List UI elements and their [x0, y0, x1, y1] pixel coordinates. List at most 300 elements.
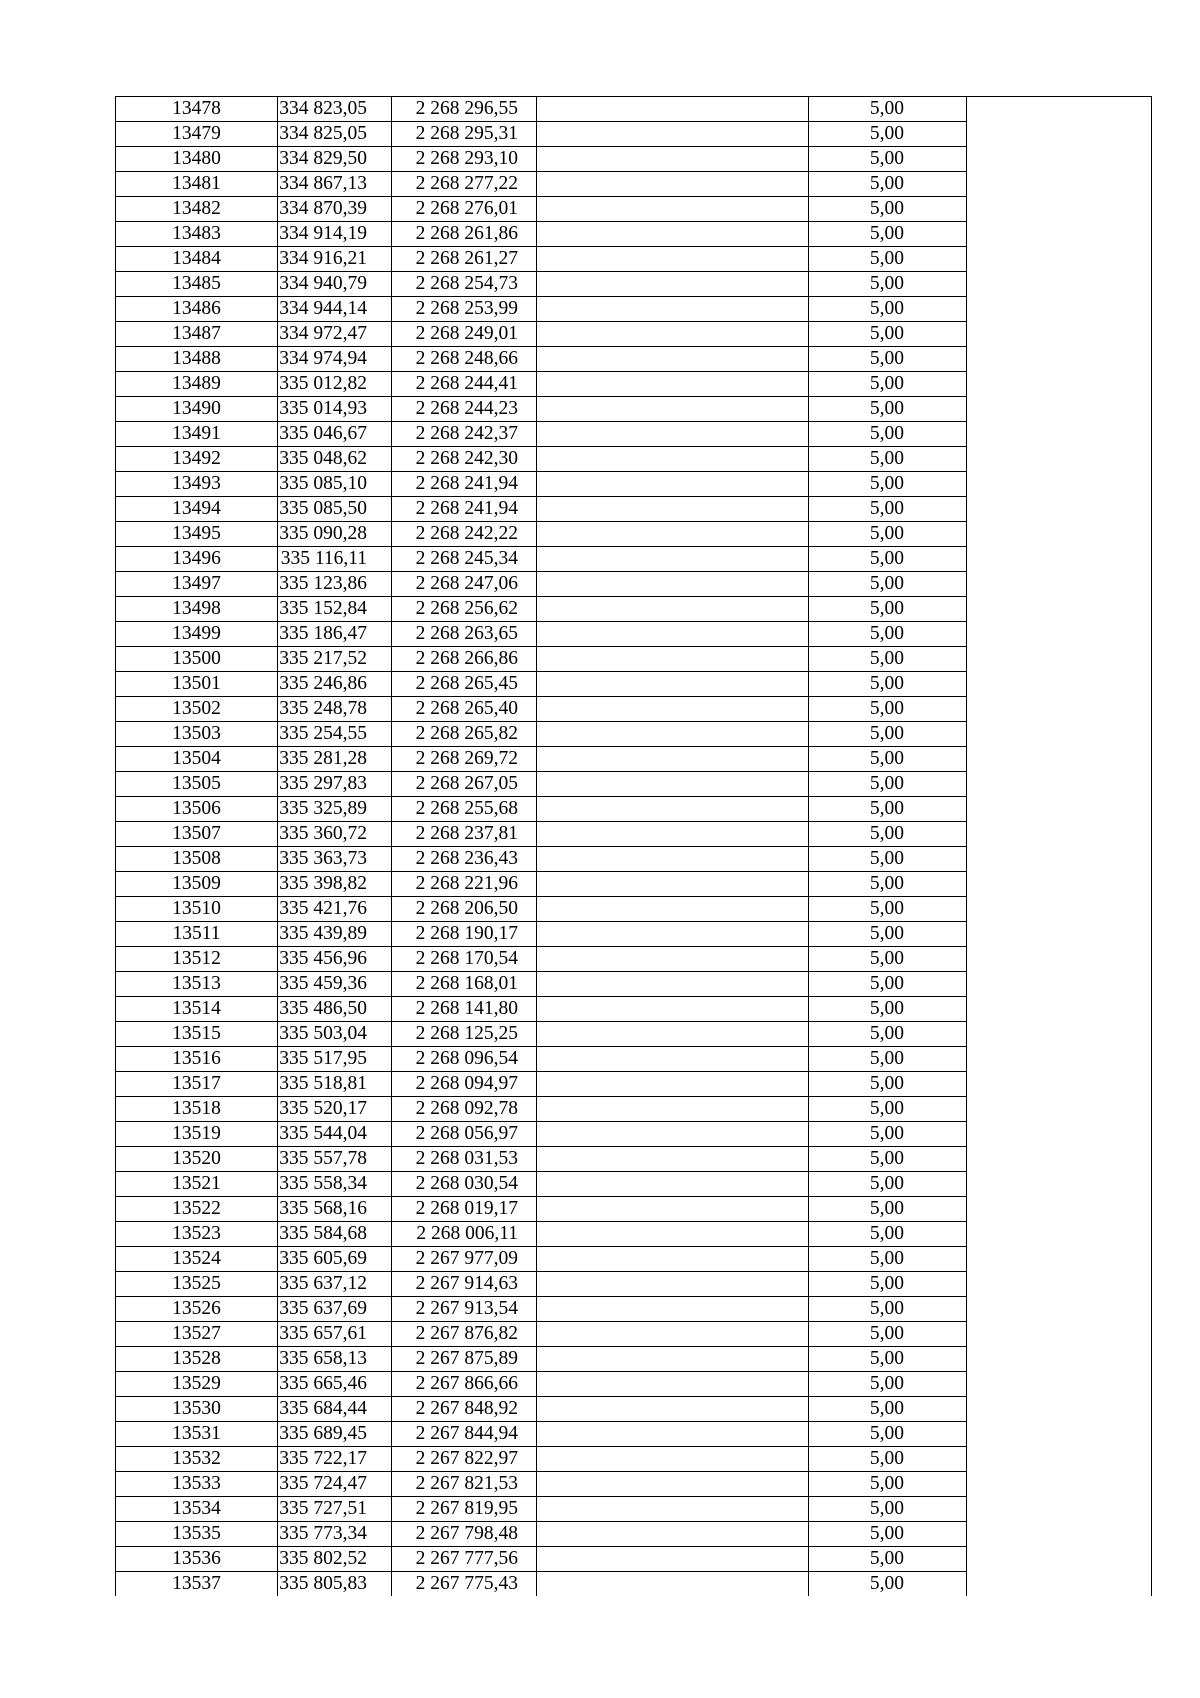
- table-row: [116, 1122, 1152, 1147]
- value-cell: 5,00: [809, 997, 967, 1022]
- x-coordinate-cell: 335 116,11: [278, 547, 392, 572]
- value-cell: 5,00: [809, 497, 967, 522]
- value-cell: 5,00: [809, 697, 967, 722]
- blank-cell: [967, 1097, 1152, 1122]
- value-cell: 5,00: [809, 1472, 967, 1497]
- blank-cell: [967, 1447, 1152, 1472]
- x-coordinate-cell: 334 867,13: [278, 172, 392, 197]
- value-cell: 5,00: [809, 322, 967, 347]
- table-row: [116, 222, 1152, 247]
- blank-cell: [967, 922, 1152, 947]
- point-number-cell: 13536: [116, 1547, 278, 1572]
- y-coordinate-cell: 2 268 269,72: [392, 747, 537, 772]
- blank-cell: [537, 722, 809, 747]
- table-row: [116, 1047, 1152, 1072]
- point-number-cell: 13502: [116, 697, 278, 722]
- x-coordinate-cell: 335 123,86: [278, 572, 392, 597]
- y-coordinate-cell: 2 268 276,01: [392, 197, 537, 222]
- blank-cell: [537, 197, 809, 222]
- blank-cell: [537, 647, 809, 672]
- blank-cell: [967, 697, 1152, 722]
- point-number-cell: 13506: [116, 797, 278, 822]
- x-coordinate-cell: 335 398,82: [278, 872, 392, 897]
- blank-cell: [537, 472, 809, 497]
- value-cell: 5,00: [809, 847, 967, 872]
- blank-cell: [537, 1347, 809, 1372]
- blank-cell: [967, 1172, 1152, 1197]
- value-cell: 5,00: [809, 797, 967, 822]
- blank-cell: [967, 272, 1152, 297]
- x-coordinate-cell: 335 503,04: [278, 1022, 392, 1047]
- table-row: [116, 747, 1152, 772]
- x-coordinate-cell: 335 605,69: [278, 1247, 392, 1272]
- point-number-cell: 13537: [116, 1572, 278, 1597]
- point-number-cell: 13481: [116, 172, 278, 197]
- point-number-cell: 13497: [116, 572, 278, 597]
- point-number-cell: 13532: [116, 1447, 278, 1472]
- point-number-cell: 13519: [116, 1122, 278, 1147]
- value-cell: 5,00: [809, 422, 967, 447]
- blank-cell: [537, 1147, 809, 1172]
- table-row: [116, 422, 1152, 447]
- value-cell: 5,00: [809, 1372, 967, 1397]
- blank-cell: [537, 797, 809, 822]
- y-coordinate-cell: 2 267 821,53: [392, 1472, 537, 1497]
- value-cell: 5,00: [809, 1072, 967, 1097]
- x-coordinate-cell: 335 557,78: [278, 1147, 392, 1172]
- blank-cell: [967, 1347, 1152, 1372]
- table-row: [116, 847, 1152, 872]
- x-coordinate-cell: 335 456,96: [278, 947, 392, 972]
- x-coordinate-cell: 334 914,19: [278, 222, 392, 247]
- blank-cell: [537, 1522, 809, 1547]
- table-row: [116, 772, 1152, 797]
- point-number-cell: 13500: [116, 647, 278, 672]
- point-number-cell: 13514: [116, 997, 278, 1022]
- x-coordinate-cell: 335 186,47: [278, 622, 392, 647]
- point-number-cell: 13491: [116, 422, 278, 447]
- point-number-cell: 13531: [116, 1422, 278, 1447]
- x-coordinate-cell: 335 517,95: [278, 1047, 392, 1072]
- blank-cell: [967, 1547, 1152, 1572]
- blank-cell: [967, 1047, 1152, 1072]
- point-number-cell: 13511: [116, 922, 278, 947]
- table-row: [116, 1347, 1152, 1372]
- blank-cell: [537, 422, 809, 447]
- blank-cell: [967, 222, 1152, 247]
- value-cell: 5,00: [809, 1572, 967, 1597]
- x-coordinate-cell: 335 722,17: [278, 1447, 392, 1472]
- x-coordinate-cell: 335 248,78: [278, 697, 392, 722]
- x-coordinate-cell: 335 046,67: [278, 422, 392, 447]
- point-number-cell: 13516: [116, 1047, 278, 1072]
- x-coordinate-cell: 335 325,89: [278, 797, 392, 822]
- point-number-cell: 13517: [116, 1072, 278, 1097]
- blank-cell: [967, 1197, 1152, 1222]
- x-coordinate-cell: 335 802,52: [278, 1547, 392, 1572]
- point-number-cell: 13525: [116, 1272, 278, 1297]
- blank-cell: [537, 572, 809, 597]
- blank-cell: [967, 1322, 1152, 1347]
- x-coordinate-cell: 334 823,05: [278, 97, 392, 122]
- y-coordinate-cell: 2 268 265,40: [392, 697, 537, 722]
- y-coordinate-cell: 2 268 030,54: [392, 1172, 537, 1197]
- y-coordinate-cell: 2 267 913,54: [392, 1297, 537, 1322]
- blank-cell: [967, 497, 1152, 522]
- blank-cell: [967, 947, 1152, 972]
- blank-cell: [537, 1197, 809, 1222]
- x-coordinate-cell: 335 297,83: [278, 772, 392, 797]
- table-row: [116, 1222, 1152, 1247]
- x-coordinate-cell: 334 944,14: [278, 297, 392, 322]
- table-row: [116, 297, 1152, 322]
- y-coordinate-cell: 2 268 253,99: [392, 297, 537, 322]
- value-cell: 5,00: [809, 1247, 967, 1272]
- point-number-cell: 13503: [116, 722, 278, 747]
- y-coordinate-cell: 2 268 295,31: [392, 122, 537, 147]
- blank-cell: [967, 647, 1152, 672]
- x-coordinate-cell: 335 246,86: [278, 672, 392, 697]
- table-row: [116, 647, 1152, 672]
- x-coordinate-cell: 335 518,81: [278, 1072, 392, 1097]
- blank-cell: [537, 1072, 809, 1097]
- blank-cell: [537, 622, 809, 647]
- table-row: [116, 1072, 1152, 1097]
- table-row: [116, 1247, 1152, 1272]
- x-coordinate-cell: 335 421,76: [278, 897, 392, 922]
- blank-cell: [967, 622, 1152, 647]
- blank-cell: [967, 97, 1152, 122]
- blank-cell: [967, 247, 1152, 272]
- blank-cell: [537, 372, 809, 397]
- table-row: [116, 722, 1152, 747]
- blank-cell: [537, 1297, 809, 1322]
- table-row: [116, 1547, 1152, 1572]
- blank-cell: [967, 522, 1152, 547]
- x-coordinate-cell: 335 637,12: [278, 1272, 392, 1297]
- table-row: [116, 1197, 1152, 1222]
- blank-cell: [967, 1572, 1152, 1597]
- blank-cell: [537, 397, 809, 422]
- y-coordinate-cell: 2 268 265,45: [392, 672, 537, 697]
- y-coordinate-cell: 2 268 094,97: [392, 1072, 537, 1097]
- blank-cell: [537, 897, 809, 922]
- blank-cell: [537, 697, 809, 722]
- x-coordinate-cell: 335 152,84: [278, 597, 392, 622]
- point-number-cell: 13496: [116, 547, 278, 572]
- point-number-cell: 13528: [116, 1347, 278, 1372]
- point-number-cell: 13518: [116, 1097, 278, 1122]
- y-coordinate-cell: 2 268 092,78: [392, 1097, 537, 1122]
- point-number-cell: 13508: [116, 847, 278, 872]
- y-coordinate-cell: 2 268 019,17: [392, 1197, 537, 1222]
- value-cell: 5,00: [809, 1547, 967, 1572]
- value-cell: 5,00: [809, 1322, 967, 1347]
- value-cell: 5,00: [809, 522, 967, 547]
- point-number-cell: 13492: [116, 447, 278, 472]
- y-coordinate-cell: 2 268 293,10: [392, 147, 537, 172]
- blank-cell: [537, 1322, 809, 1347]
- x-coordinate-cell: 334 974,94: [278, 347, 392, 372]
- y-coordinate-cell: 2 268 241,94: [392, 472, 537, 497]
- value-cell: 5,00: [809, 1397, 967, 1422]
- y-coordinate-cell: 2 268 248,66: [392, 347, 537, 372]
- blank-cell: [967, 1272, 1152, 1297]
- y-coordinate-cell: 2 268 245,34: [392, 547, 537, 572]
- x-coordinate-cell: 334 829,50: [278, 147, 392, 172]
- y-coordinate-cell: 2 268 242,30: [392, 447, 537, 472]
- table-row: [116, 1572, 1152, 1597]
- table-row: [116, 322, 1152, 347]
- y-coordinate-cell: 2 268 006,11: [392, 1222, 537, 1247]
- x-coordinate-cell: 335 363,73: [278, 847, 392, 872]
- blank-cell: [967, 372, 1152, 397]
- blank-cell: [967, 1422, 1152, 1447]
- table-row: [116, 672, 1152, 697]
- table-row: [116, 697, 1152, 722]
- point-number-cell: 13486: [116, 297, 278, 322]
- table-row: [116, 1522, 1152, 1547]
- point-number-cell: 13522: [116, 1197, 278, 1222]
- x-coordinate-cell: 334 972,47: [278, 322, 392, 347]
- x-coordinate-cell: 335 657,61: [278, 1322, 392, 1347]
- point-number-cell: 13482: [116, 197, 278, 222]
- blank-cell: [967, 472, 1152, 497]
- x-coordinate-cell: 335 012,82: [278, 372, 392, 397]
- x-coordinate-cell: 335 689,45: [278, 1422, 392, 1447]
- x-coordinate-cell: 334 940,79: [278, 272, 392, 297]
- blank-cell: [537, 247, 809, 272]
- x-coordinate-cell: 335 085,50: [278, 497, 392, 522]
- value-cell: 5,00: [809, 1147, 967, 1172]
- table-row: [116, 1272, 1152, 1297]
- value-cell: 5,00: [809, 822, 967, 847]
- blank-cell: [537, 297, 809, 322]
- x-coordinate-cell: 335 254,55: [278, 722, 392, 747]
- y-coordinate-cell: 2 268 031,53: [392, 1147, 537, 1172]
- value-cell: 5,00: [809, 872, 967, 897]
- point-number-cell: 13483: [116, 222, 278, 247]
- x-coordinate-cell: 335 658,13: [278, 1347, 392, 1372]
- x-coordinate-cell: 335 805,83: [278, 1572, 392, 1597]
- table-row: [116, 997, 1152, 1022]
- y-coordinate-cell: 2 268 056,97: [392, 1122, 537, 1147]
- table-row: [116, 247, 1152, 272]
- point-number-cell: 13534: [116, 1497, 278, 1522]
- value-cell: 5,00: [809, 222, 967, 247]
- table-row: [116, 972, 1152, 997]
- blank-cell: [537, 872, 809, 897]
- point-number-cell: 13527: [116, 1322, 278, 1347]
- table-row: [116, 822, 1152, 847]
- blank-cell: [967, 972, 1152, 997]
- blank-cell: [537, 347, 809, 372]
- blank-cell: [537, 1422, 809, 1447]
- value-cell: 5,00: [809, 672, 967, 697]
- y-coordinate-cell: 2 268 247,06: [392, 572, 537, 597]
- blank-cell: [967, 572, 1152, 597]
- y-coordinate-cell: 2 268 242,22: [392, 522, 537, 547]
- point-number-cell: 13505: [116, 772, 278, 797]
- blank-cell: [967, 597, 1152, 622]
- value-cell: 5,00: [809, 622, 967, 647]
- value-cell: 5,00: [809, 197, 967, 222]
- table-row: [116, 122, 1152, 147]
- point-number-cell: 13521: [116, 1172, 278, 1197]
- table-row: [116, 1497, 1152, 1522]
- y-coordinate-cell: 2 268 277,22: [392, 172, 537, 197]
- y-coordinate-cell: 2 268 254,73: [392, 272, 537, 297]
- blank-cell: [967, 1497, 1152, 1522]
- point-number-cell: 13495: [116, 522, 278, 547]
- blank-cell: [967, 197, 1152, 222]
- x-coordinate-cell: 335 544,04: [278, 1122, 392, 1147]
- table-row: [116, 547, 1152, 572]
- point-number-cell: 13478: [116, 97, 278, 122]
- point-number-cell: 13499: [116, 622, 278, 647]
- table-row: [116, 197, 1152, 222]
- value-cell: 5,00: [809, 272, 967, 297]
- blank-cell: [967, 547, 1152, 572]
- table-row: [116, 1372, 1152, 1397]
- blank-cell: [967, 447, 1152, 472]
- blank-cell: [537, 322, 809, 347]
- y-coordinate-cell: 2 268 242,37: [392, 422, 537, 447]
- y-coordinate-cell: 2 267 876,82: [392, 1322, 537, 1347]
- value-cell: 5,00: [809, 372, 967, 397]
- blank-cell: [537, 147, 809, 172]
- blank-cell: [537, 772, 809, 797]
- blank-cell: [967, 397, 1152, 422]
- y-coordinate-cell: 2 268 168,01: [392, 972, 537, 997]
- point-number-cell: 13529: [116, 1372, 278, 1397]
- table-row: [116, 522, 1152, 547]
- blank-cell: [537, 1047, 809, 1072]
- y-coordinate-cell: 2 267 866,66: [392, 1372, 537, 1397]
- value-cell: 5,00: [809, 1122, 967, 1147]
- value-cell: 5,00: [809, 472, 967, 497]
- value-cell: 5,00: [809, 1197, 967, 1222]
- value-cell: 5,00: [809, 1272, 967, 1297]
- x-coordinate-cell: 335 281,28: [278, 747, 392, 772]
- y-coordinate-cell: 2 268 221,96: [392, 872, 537, 897]
- y-coordinate-cell: 2 268 267,05: [392, 772, 537, 797]
- point-number-cell: 13530: [116, 1397, 278, 1422]
- coordinates-table: [115, 96, 1152, 1596]
- value-cell: 5,00: [809, 1097, 967, 1122]
- value-cell: 5,00: [809, 447, 967, 472]
- blank-cell: [967, 1122, 1152, 1147]
- point-number-cell: 13494: [116, 497, 278, 522]
- x-coordinate-cell: 335 637,69: [278, 1297, 392, 1322]
- blank-cell: [967, 722, 1152, 747]
- value-cell: 5,00: [809, 247, 967, 272]
- y-coordinate-cell: 2 268 236,43: [392, 847, 537, 872]
- value-cell: 5,00: [809, 1422, 967, 1447]
- y-coordinate-cell: 2 268 125,25: [392, 1022, 537, 1047]
- value-cell: 5,00: [809, 297, 967, 322]
- point-number-cell: 13485: [116, 272, 278, 297]
- blank-cell: [537, 122, 809, 147]
- blank-cell: [537, 947, 809, 972]
- x-coordinate-cell: 335 360,72: [278, 822, 392, 847]
- blank-cell: [537, 1372, 809, 1397]
- value-cell: 5,00: [809, 1497, 967, 1522]
- point-number-cell: 13480: [116, 147, 278, 172]
- y-coordinate-cell: 2 268 170,54: [392, 947, 537, 972]
- point-number-cell: 13523: [116, 1222, 278, 1247]
- value-cell: 5,00: [809, 1172, 967, 1197]
- value-cell: 5,00: [809, 97, 967, 122]
- value-cell: 5,00: [809, 647, 967, 672]
- y-coordinate-cell: 2 268 296,55: [392, 97, 537, 122]
- value-cell: 5,00: [809, 572, 967, 597]
- point-number-cell: 13493: [116, 472, 278, 497]
- x-coordinate-cell: 335 085,10: [278, 472, 392, 497]
- table-row: [116, 1322, 1152, 1347]
- value-cell: 5,00: [809, 1222, 967, 1247]
- x-coordinate-cell: 335 090,28: [278, 522, 392, 547]
- x-coordinate-cell: 335 568,16: [278, 1197, 392, 1222]
- blank-cell: [967, 1522, 1152, 1547]
- table-row: [116, 272, 1152, 297]
- blank-cell: [967, 897, 1152, 922]
- table-row: [116, 497, 1152, 522]
- coordinates-table-body: [116, 97, 1152, 1597]
- blank-cell: [967, 1247, 1152, 1272]
- x-coordinate-cell: 334 870,39: [278, 197, 392, 222]
- value-cell: 5,00: [809, 947, 967, 972]
- y-coordinate-cell: 2 267 844,94: [392, 1422, 537, 1447]
- x-coordinate-cell: 335 439,89: [278, 922, 392, 947]
- blank-cell: [537, 847, 809, 872]
- value-cell: 5,00: [809, 397, 967, 422]
- table-row: [116, 347, 1152, 372]
- y-coordinate-cell: 2 268 266,86: [392, 647, 537, 672]
- blank-cell: [967, 297, 1152, 322]
- blank-cell: [537, 822, 809, 847]
- blank-cell: [967, 322, 1152, 347]
- blank-cell: [967, 1072, 1152, 1097]
- y-coordinate-cell: 2 267 777,56: [392, 1547, 537, 1572]
- table-row: [116, 472, 1152, 497]
- table-row: [116, 1422, 1152, 1447]
- blank-cell: [537, 222, 809, 247]
- point-number-cell: 13504: [116, 747, 278, 772]
- y-coordinate-cell: 2 268 190,17: [392, 922, 537, 947]
- blank-cell: [537, 272, 809, 297]
- blank-cell: [537, 1447, 809, 1472]
- y-coordinate-cell: 2 268 244,41: [392, 372, 537, 397]
- x-coordinate-cell: 334 825,05: [278, 122, 392, 147]
- value-cell: 5,00: [809, 1297, 967, 1322]
- blank-cell: [537, 997, 809, 1022]
- blank-cell: [967, 347, 1152, 372]
- x-coordinate-cell: 335 520,17: [278, 1097, 392, 1122]
- value-cell: 5,00: [809, 747, 967, 772]
- blank-cell: [967, 672, 1152, 697]
- blank-cell: [537, 1022, 809, 1047]
- blank-cell: [537, 1247, 809, 1272]
- value-cell: 5,00: [809, 922, 967, 947]
- blank-cell: [537, 747, 809, 772]
- point-number-cell: 13479: [116, 122, 278, 147]
- x-coordinate-cell: 335 486,50: [278, 997, 392, 1022]
- point-number-cell: 13533: [116, 1472, 278, 1497]
- table-row: [116, 97, 1152, 122]
- blank-cell: [967, 1297, 1152, 1322]
- table-row: [116, 372, 1152, 397]
